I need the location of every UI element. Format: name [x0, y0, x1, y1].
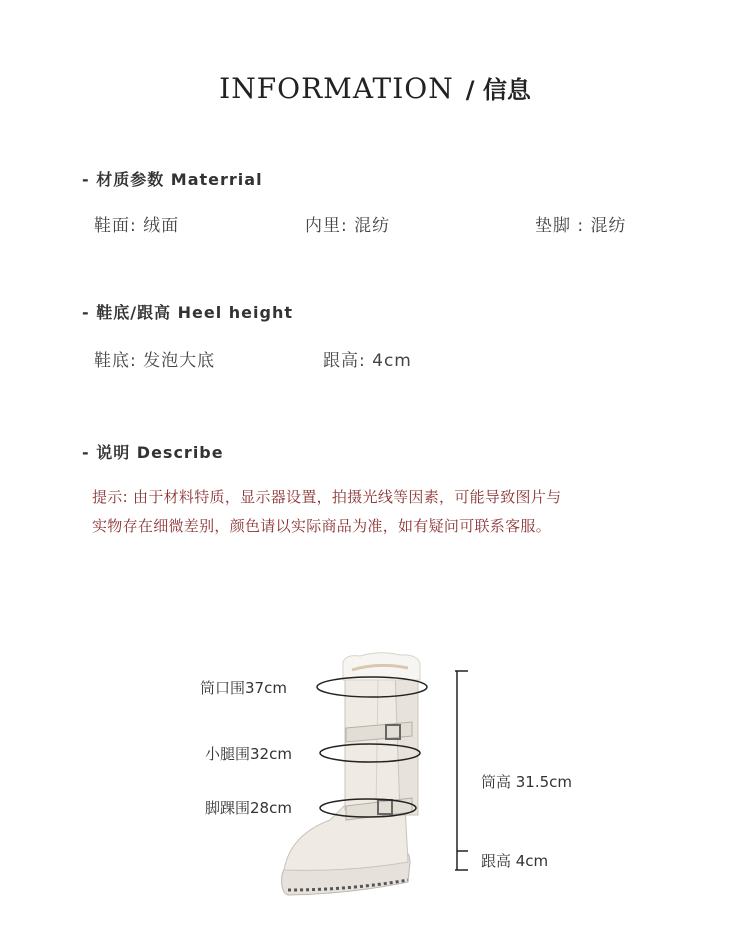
- size-diagram: [0, 640, 750, 936]
- opening-circumference-label: 筒口围37cm: [200, 679, 287, 697]
- insole-material: 垫脚 : 混纺: [535, 216, 627, 236]
- calf-circumference-label: 小腿围32cm: [205, 745, 292, 763]
- lining-material: 内里: 混纺: [305, 216, 391, 236]
- title-english: INFORMATION: [219, 72, 454, 105]
- note-line-1: 提示: 由于材料特质，显示器设置，拍摄光线等因素，可能导致图片与: [92, 488, 562, 506]
- ankle-circumference-label: 脚踝围28cm: [205, 799, 292, 817]
- page-title: [0, 70, 750, 105]
- title-chinese: / 信息: [465, 76, 531, 104]
- heel-height: 跟高: 4cm: [323, 351, 412, 371]
- sole-material: 鞋底: 发泡大底: [94, 351, 216, 371]
- heel-height-label: 跟高 4cm: [481, 852, 549, 870]
- describe-heading: - 说明 Describe: [82, 443, 224, 462]
- material-heading: - 材质参数 Materrial: [82, 170, 263, 189]
- heel-heading: - 鞋底/跟高 Heel height: [82, 303, 293, 322]
- shaft-height-label: 筒高 31.5cm: [481, 773, 573, 791]
- boot-illustration: [0, 640, 750, 936]
- note-line-2: 实物存在细微差别，颜色请以实际商品为准，如有疑问可联系客服。: [92, 517, 552, 535]
- upper-material: 鞋面: 绒面: [94, 216, 180, 236]
